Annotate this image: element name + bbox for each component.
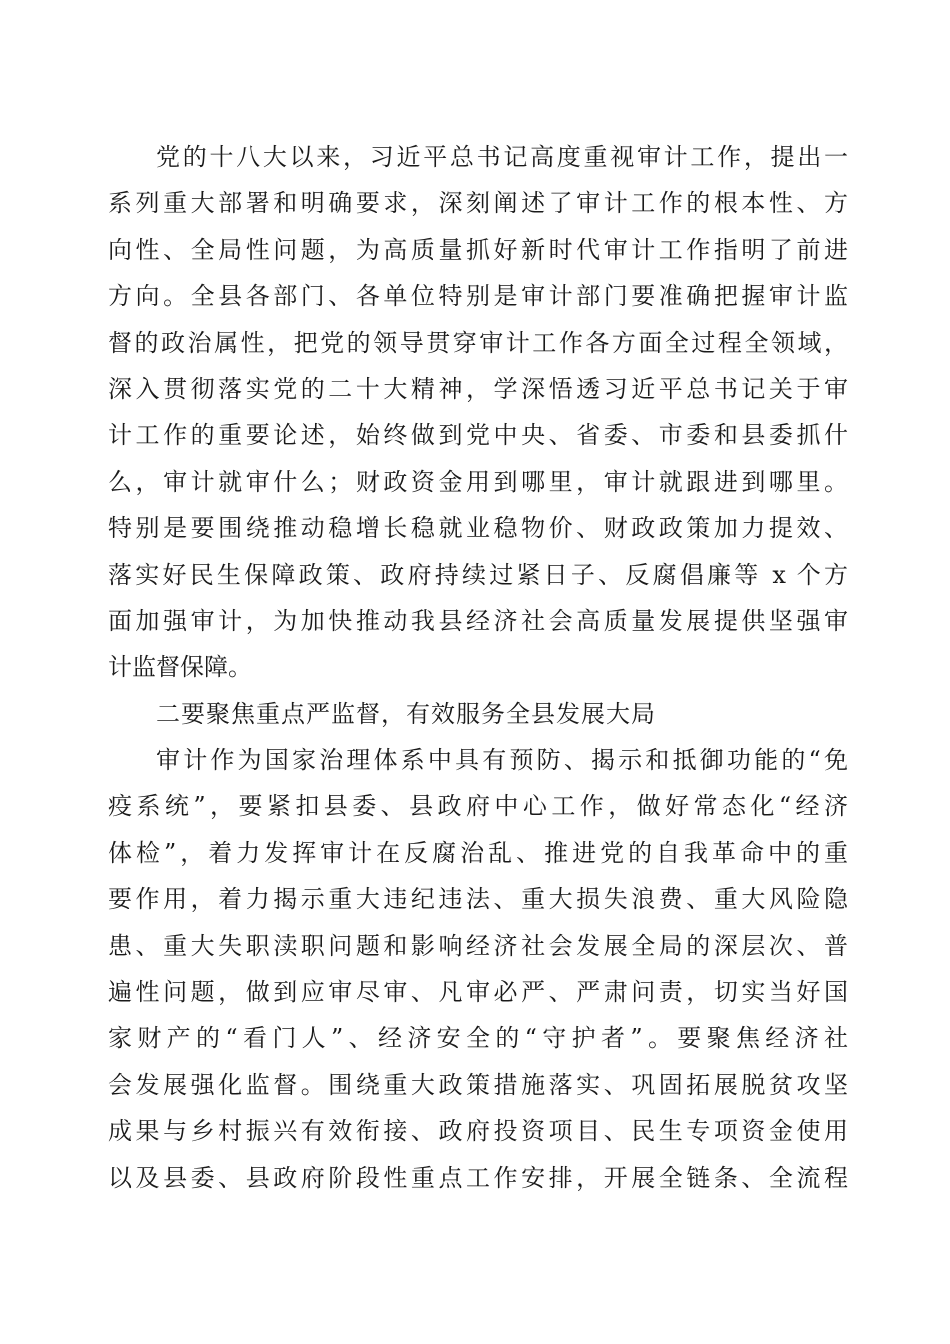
paragraph-line: 党的十八大以来，习近平总书记高度重视审计工作，提出一	[156, 143, 848, 171]
paragraph-line: 计监督保障。	[108, 653, 252, 682]
paragraph-audit-focus	[108, 737, 848, 1201]
section-heading-text: 二要聚焦重点严监督，有效服务全县发展大局	[156, 699, 656, 728]
paragraph-line: 家财产的“看门人”、经济安全的“守护者”。要聚焦经济社	[108, 1024, 848, 1053]
paragraph-line: 要作用，着力揭示重大违纪违法、重大损失浪费、重大风险隐	[108, 885, 848, 914]
paragraph-line: 遍性问题，做到应审尽审、凡审必严、严肃问责，切实当好国	[108, 978, 848, 1007]
paragraph-line: 审计作为国家治理体系中具有预防、揭示和抵御功能的“免	[156, 746, 848, 775]
paragraph-line: 督的政治属性，把党的领导贯穿审计工作各方面全过程全领域，	[108, 328, 848, 357]
paragraph-line: 么，审计就审什么；财政资金用到哪里，审计就跟进到哪里。	[108, 467, 848, 496]
paragraph-line: 特别是要围绕推动稳增长稳就业稳物价、财政政策加力提效、	[108, 514, 848, 543]
paragraph-line: 会发展强化监督。围绕重大政策措施落实、巩固拓展脱贫攻坚	[108, 1070, 848, 1099]
paragraph-line: 向性、全局性问题，为高质量抓好新时代审计工作指明了前进	[108, 235, 848, 264]
paragraph-line: 计工作的重要论述，始终做到党中央、省委、市委和县委抓什	[108, 421, 848, 450]
paragraph-line: 落实好民生保障政策、政府持续过紧日子、反腐倡廉等 x 个方	[108, 560, 848, 589]
paragraph-line: 成果与乡村振兴有效衔接、政府投资项目、民生专项资金使用	[108, 1117, 848, 1146]
paragraph-line: 体检”，着力发挥审计在反腐治乱、推进党的自我革命中的重	[108, 838, 848, 867]
paragraph-line: 系列重大部署和明确要求，深刻阐述了审计工作的根本性、方	[108, 189, 848, 218]
paragraph-line: 面加强审计，为加快推动我县经济社会高质量发展提供坚强审	[108, 606, 848, 635]
document-body	[108, 134, 848, 1201]
paragraph-party-leadership	[108, 134, 848, 691]
paragraph-line: 以及县委、县政府阶段性重点工作安排，开展全链条、全流程	[108, 1163, 848, 1192]
paragraph-line: 方向。全县各部门、各单位特别是审计部门要准确把握审计监	[108, 282, 848, 311]
section-heading	[108, 691, 848, 737]
paragraph-line: 患、重大失职渎职问题和影响经济社会发展全局的深层次、普	[108, 931, 848, 960]
paragraph-line: 深入贯彻落实党的二十大精神，学深悟透习近平总书记关于审	[108, 374, 848, 403]
paragraph-line: 疫系统”，要紧扣县委、县政府中心工作，做好常态化“经济	[108, 792, 848, 821]
